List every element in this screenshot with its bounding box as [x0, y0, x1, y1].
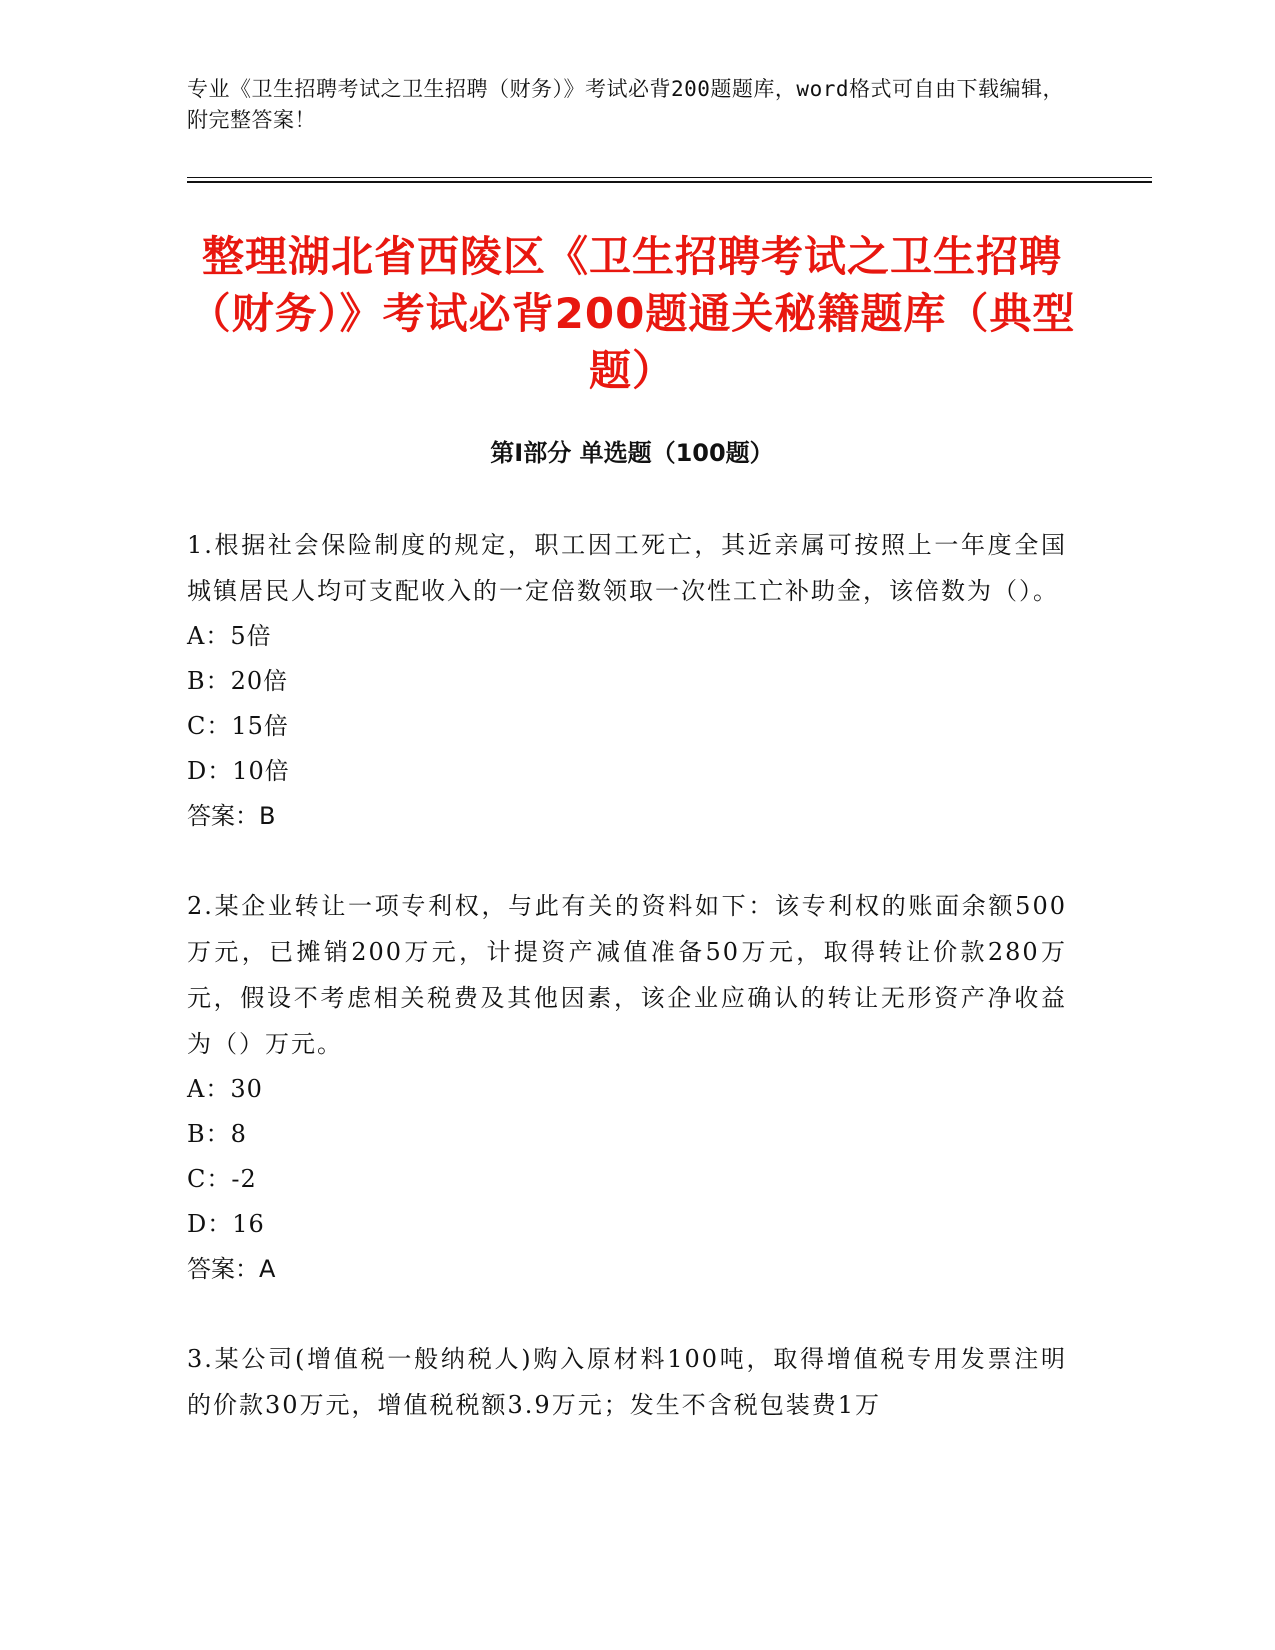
header-note: 专业《卫生招聘考试之卫生招聘（财务）》考试必背200题题库，word格式可自由下载编辑，附完整答案！ [187, 77, 1064, 132]
option-d: D：16 [187, 1210, 265, 1238]
option-d: D：10倍 [187, 757, 290, 785]
option-c: C：15倍 [187, 712, 289, 740]
document-title: 整理湖北省西陵区《卫生招聘考试之卫生招聘（财务）》考试必背200题通关秘籍题库（典型题） [188, 232, 1076, 395]
question-stem: 3.某公司(增值税一般纳税人)购入原材料100吨，取得增值税专用发票注明的价款30万元，增值税税额3.9万元；发生不含税包装费1万 [187, 1345, 1067, 1419]
question-stem: 2.某企业转让一项专利权，与此有关的资料如下：该专利权的账面余额500万元，已摊销200万元，计提资产减值准备50万元，取得转让价款280万元，假设不考虑相关税费及其他因素，该企业应确认的转让无形资产净收益为（）万元。 [187, 892, 1067, 1058]
question-stem: 1.根据社会保险制度的规定，职工因工死亡，其近亲属可按照上一年度全国城镇居民人均可支配收入的一定倍数领取一次性工亡补助金，该倍数为（）。 [187, 531, 1067, 605]
option-b: B：20倍 [187, 667, 289, 695]
header-divider-thin [187, 177, 1152, 178]
answer: 答案：B [187, 802, 276, 830]
option-a: A：30 [187, 1075, 263, 1103]
section-title: 第I部分 单选题（100题） [490, 439, 774, 467]
question-list [187, 522, 1067, 1472]
option-c: C：-2 [187, 1165, 257, 1193]
header-divider-thick [187, 181, 1152, 183]
option-a: A：5倍 [187, 622, 272, 650]
question-2 [187, 883, 1067, 1292]
question-1 [187, 522, 1067, 839]
question-3 [187, 1336, 1067, 1428]
answer: 答案：A [187, 1255, 276, 1283]
option-b: B：8 [187, 1120, 247, 1148]
